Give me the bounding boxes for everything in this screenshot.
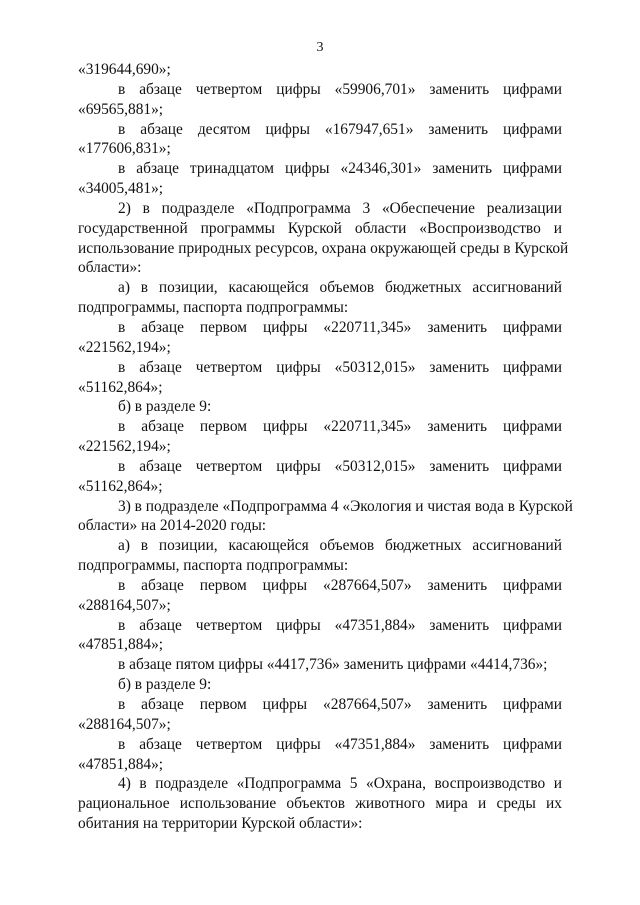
text-line: б) в разделе 9:	[118, 676, 212, 694]
text-line: «288164,507»;	[78, 596, 171, 614]
text-line: в абзаце первом цифры «287664,507» заменить цифрами	[118, 576, 562, 594]
text-line: «69565,881»;	[78, 100, 164, 118]
text-line: в абзаце четвертом цифры «47351,884» заменить цифрами	[118, 616, 562, 634]
text-line: «47851,884»;	[78, 636, 164, 654]
text-line: «221562,194»;	[78, 438, 171, 456]
page-number: 3	[316, 40, 324, 55]
text-line: «47851,884»;	[78, 755, 164, 773]
text-line: «288164,507»;	[78, 715, 171, 733]
text-line: рациональное использование объектов животного мира и среды их	[78, 795, 562, 813]
text-line: «319644,690»;	[78, 61, 171, 78]
text-line: государственной программы Курской области «Воспроизводство и	[78, 219, 562, 237]
text-line: б) в разделе 9:	[118, 398, 212, 416]
text-line: 2) в подразделе «Подпрограмма 3 «Обеспечение реализации	[118, 199, 562, 217]
text-line: «34005,481»;	[78, 180, 164, 198]
text-line: обитания на территории Курской области»:	[78, 815, 363, 833]
text-line: в абзаце четвертом цифры «50312,015» заменить цифрами	[118, 358, 562, 376]
text-line: «51162,864»;	[78, 477, 163, 495]
text-line: в абзаце четвертом цифры «47351,884» заменить цифрами	[118, 735, 562, 753]
text-line: в абзаце четвертом цифры «50312,015» заменить цифрами	[118, 457, 562, 475]
text-line: подпрограммы, паспорта подпрограммы:	[78, 557, 349, 575]
text-line: а) в позиции, касающейся объемов бюджетных ассигнований	[118, 279, 562, 297]
text-line: «51162,864»;	[78, 378, 163, 396]
text-line: в абзаце первом цифры «220711,345» заменить цифрами	[118, 318, 562, 336]
text-line: в абзаце первом цифры «220711,345» заменить цифрами	[118, 418, 562, 436]
text-line: использование природных ресурсов, охрана окружающей среды в Курской	[78, 239, 569, 257]
text-line: «221562,194»;	[78, 338, 171, 356]
text-line: а) в позиции, касающейся объемов бюджетных ассигнований	[118, 537, 562, 555]
text-line: области» на 2014-2020 годы:	[78, 517, 267, 535]
text-line: в абзаце тринадцатом цифры «24346,301» заменить цифрами	[118, 160, 562, 178]
text-line: в абзаце четвертом цифры «59906,701» заменить цифрами	[118, 80, 562, 98]
text-line: подпрограммы, паспорта подпрограммы:	[78, 299, 349, 317]
text-line: 3) в подразделе «Подпрограмма 4 «Экология и чистая вода в Курской	[118, 497, 573, 515]
text-line: области»:	[78, 259, 142, 277]
text-line: в абзаце пятом цифры «4417,736» заменить цифрами «4414,736»;	[118, 656, 548, 674]
text-line: в абзаце первом цифры «287664,507» заменить цифрами	[118, 696, 562, 713]
document-body	[78, 60, 573, 834]
text-line: 4) в подразделе «Подпрограмма 5 «Охрана, воспроизводство и	[118, 775, 562, 793]
text-line: в абзаце десятом цифры «167947,651» заменить цифрами	[118, 120, 562, 138]
text-line: «177606,831»;	[78, 140, 171, 158]
